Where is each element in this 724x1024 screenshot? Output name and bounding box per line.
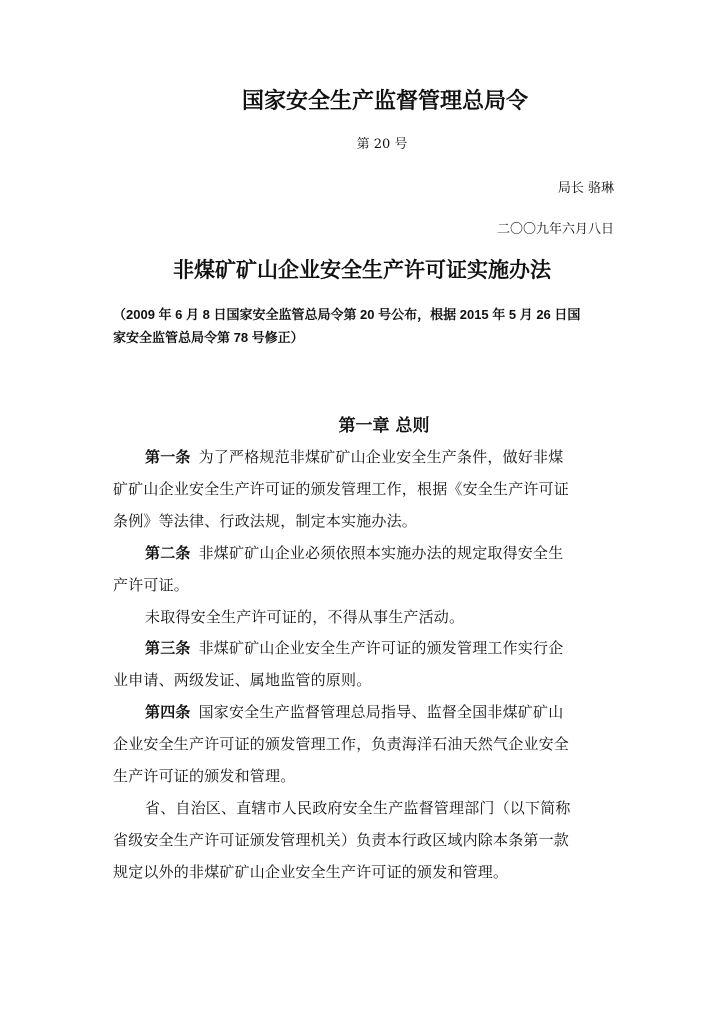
signatory: 局长 骆琳 (557, 181, 614, 196)
article-2-text: 非煤矿矿山企业必须依照本实施办法的规定取得安全生 (198, 544, 564, 562)
article-2-heading: 第二条 (145, 544, 191, 562)
article-2-line (145, 542, 563, 563)
article-3-line: 业申请、两级发证、属地监管的原则。 (113, 671, 372, 689)
amendment-note-line: 家安全监管总局令第 78 号修正） (113, 330, 304, 345)
article-1-heading: 第一条 (145, 448, 191, 466)
decree-number: 第 20 号 (356, 137, 408, 152)
article-4-line (145, 701, 563, 722)
issue-date: 二〇〇九年六月八日 (496, 222, 614, 237)
article-4-text: 国家安全生产监督管理总局指导、监督全国非煤矿矿山 (198, 703, 564, 721)
decree-title: 国家安全生产监督管理总局令 (241, 89, 528, 114)
article-4-heading: 第四条 (145, 703, 191, 721)
article-1-line (145, 446, 563, 467)
article-2-paragraph: 未取得安全生产许可证的，不得从事生产活动。 (145, 608, 465, 626)
chapter-title: 第一章 总则 (338, 416, 430, 436)
article-3-heading: 第三条 (145, 639, 191, 657)
article-4-line: 生产许可证的颁发和管理。 (113, 767, 296, 785)
article-1-line: 条例》等法律、行政法规，制定本实施办法。 (113, 512, 418, 530)
article-4-line: 企业安全生产许可证的颁发管理工作，负责海洋石油天然气企业安全 (113, 735, 570, 753)
article-4-paragraph-line: 省、自治区、直辖市人民政府安全生产监督管理部门（以下简称 (145, 799, 571, 817)
article-3-line (145, 637, 563, 658)
article-3-text: 非煤矿矿山企业安全生产许可证的颁发管理工作实行企 (198, 639, 564, 657)
article-2-line: 产许可证。 (113, 576, 190, 594)
amendment-note-line: （2009 年 6 月 8 日国家安全监管总局令第 20 号公布，根据 2015 年 5 月 26 日国 (113, 307, 581, 322)
article-4-paragraph-line: 省级安全生产许可证颁发管理机关）负责本行政区域内除本条第一款 (113, 831, 570, 849)
measures-title: 非煤矿矿山企业安全生产许可证实施办法 (173, 258, 551, 282)
article-1-line: 矿矿山企业安全生产许可证的颁发管理工作，根据《安全生产许可证 (113, 480, 570, 498)
article-1-text: 为了严格规范非煤矿矿山企业安全生产条件，做好非煤 (198, 448, 564, 466)
article-4-paragraph-line: 规定以外的非煤矿矿山企业安全生产许可证的颁发和管理。 (113, 863, 509, 881)
